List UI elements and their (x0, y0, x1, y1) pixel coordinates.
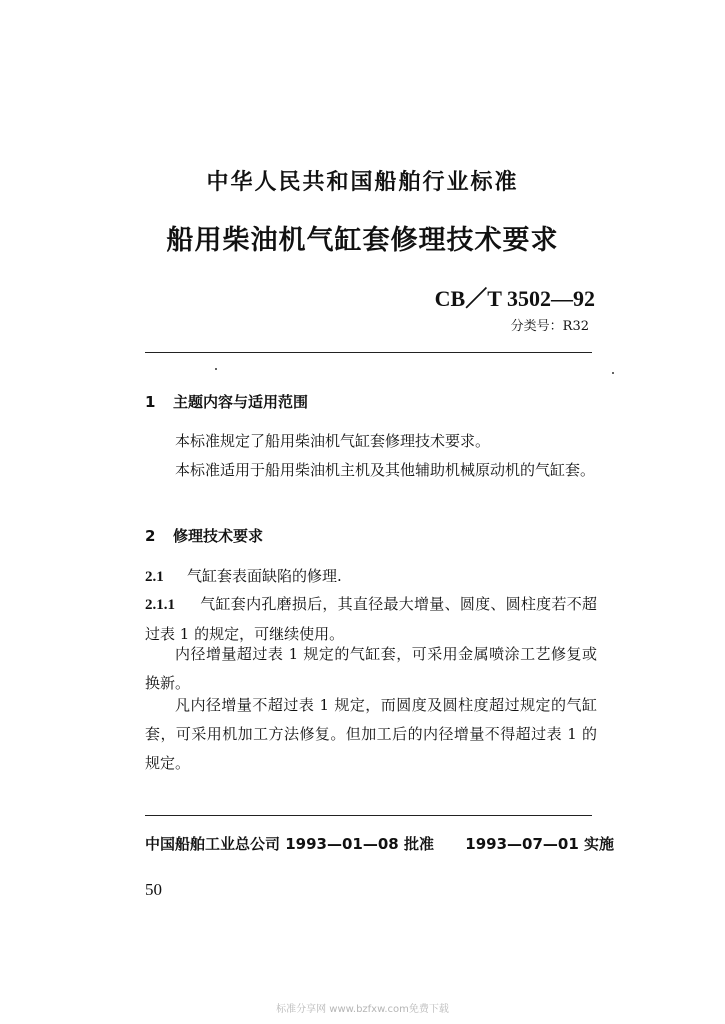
section-number: 2 (145, 527, 156, 545)
paragraph: 凡内径增量不超过表 1 规定，而圆度及圆柱度超过规定的气缸套，可采用机加工方法修复。但加工后的内径增量不得超过表 1 的规定。 (145, 696, 597, 772)
document-title: 船用柴油机气缸套修理技术要求 (166, 225, 559, 256)
section-heading-1 (145, 391, 308, 412)
subsection-text: 气缸套内孔磨损后，其直径最大增量、圆度、圆柱度若不超过表 1 的规定，可继续使用。 (145, 595, 597, 643)
footer-rule (145, 815, 592, 816)
paragraph: 本标准规定了船用柴油机气缸套修理技术要求。 (175, 432, 491, 450)
page-number: 50 (145, 880, 162, 899)
section-title: 主题内容与适用范围 (173, 393, 309, 411)
subsection-number: 2.1.1 (145, 597, 175, 613)
issuing-body: 中华人民共和国船舶行业标准 (206, 170, 519, 195)
paragraph: 内径增量超过表 1 规定的气缸套，可采用金属喷涂工艺修复或换新。 (145, 645, 597, 692)
header-rule (145, 352, 592, 353)
scan-speck (612, 372, 614, 374)
scan-speck (215, 368, 217, 370)
classification-code: 分类号：R32 (510, 319, 589, 334)
section-title: 修理技术要求 (173, 527, 264, 545)
subsection-number: 2.1 (145, 569, 164, 585)
subsection-title: 气缸套表面缺陷的修理. (187, 567, 342, 585)
subsection-heading (145, 565, 342, 586)
paragraph: 本标准适用于船用柴油机主机及其他辅助机械原动机的气缸套。 (175, 461, 596, 479)
standard-number: CB／T 3502—92 (434, 286, 595, 311)
approval-line: 中国船舶工业总公司 1993—01—08 批准 1993—07—01 实施 (145, 835, 614, 853)
section-heading-2 (145, 525, 263, 546)
section-number: 1 (145, 393, 156, 411)
watermark: 标准分享网 www.bzfxw.com免费下载 (276, 1004, 449, 1015)
